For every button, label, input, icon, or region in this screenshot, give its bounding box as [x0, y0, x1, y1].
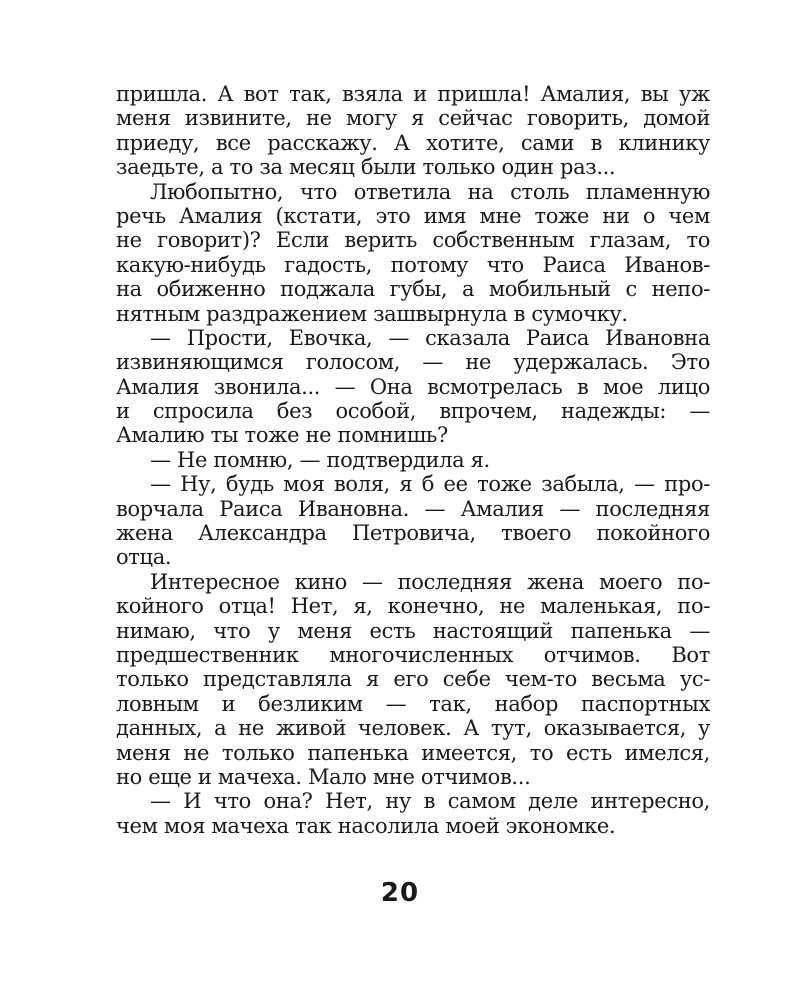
text-line: Любопытно, что ответила на столь пламенную — [150, 179, 710, 204]
text-line: ловным и безликим — так, набор паспортных — [116, 691, 710, 716]
text-line: ворчала Раиса Ивановна. — Амалия — последняя — [116, 496, 710, 521]
text-line: только представляла я его себе чем-то весьма ус- — [116, 667, 710, 692]
text-line: меня не только папенька имеется, то есть имелся, — [116, 740, 710, 765]
paragraph — [116, 570, 710, 790]
paragraph — [116, 326, 710, 448]
text-line: отца. — [116, 545, 172, 570]
text-line: чем моя мачеха так насолила моей экономке. — [116, 813, 616, 838]
text-line: и спросила без особой, впрочем, надежды: — — [116, 399, 710, 424]
text-line: — Прости, Евочка, — сказала Раиса Ивановна — [150, 325, 710, 350]
paragraph — [116, 82, 710, 180]
text-line: не говорит)? Если верить собственным глазам, то — [116, 228, 710, 253]
text-line: койного отца! Нет, я, конечно, не маленькая, по- — [116, 594, 710, 619]
text-line: но еще и мачеха. Мало мне отчимов... — [116, 764, 531, 789]
text-line: заедьте, а то за месяц были только один раз... — [116, 155, 616, 180]
paragraph — [116, 789, 710, 838]
text-line: меня извините, не могу я сейчас говорить, домой — [116, 106, 710, 131]
text-line: — И что она? Нет, ну в самом деле интересно, — [150, 789, 710, 814]
text-line: пришла. А вот так, взяла и пришла! Амалия, вы уж — [116, 82, 710, 106]
page-number: 20 — [380, 878, 420, 908]
paragraph — [116, 472, 710, 570]
paragraph — [116, 180, 710, 326]
page-text — [116, 82, 710, 838]
text-line: какую-нибудь гадость, потому что Раиса Иванов- — [116, 252, 710, 277]
text-line: на обиженно поджала губы, а мобильный с непо- — [116, 277, 710, 302]
text-line: жена Александра Петровича, твоего покойного — [116, 521, 710, 546]
text-line: нятным раздражением зашвырнула в сумочку. — [116, 301, 628, 326]
paragraph — [116, 448, 710, 472]
text-line: приеду, все расскажу. А хотите, сами в клинику — [116, 130, 710, 155]
text-line: Интересное кино — последняя жена моего по- — [150, 569, 710, 594]
text-line: Амалию ты тоже не помнишь? — [116, 423, 448, 448]
text-line: предшественник многочисленных отчимов. Вот — [116, 642, 710, 667]
text-line: Амалия звонила... — Она всмотрелась в мое лицо — [116, 374, 710, 399]
text-line: данных, а не живой человек. А тут, оказывается, у — [116, 716, 710, 741]
text-line: нимаю, что у меня есть настоящий папенька — — [116, 618, 710, 643]
text-line: извиняющимся голосом, — не удержалась. Это — [116, 350, 710, 375]
text-line: — Не помню, — подтвердила я. — [150, 447, 490, 472]
text-line: — Ну, будь моя воля, я б ее тоже забыла, — про- — [150, 472, 710, 497]
text-line: речь Амалия (кстати, это имя мне тоже ни о чем — [116, 203, 710, 228]
